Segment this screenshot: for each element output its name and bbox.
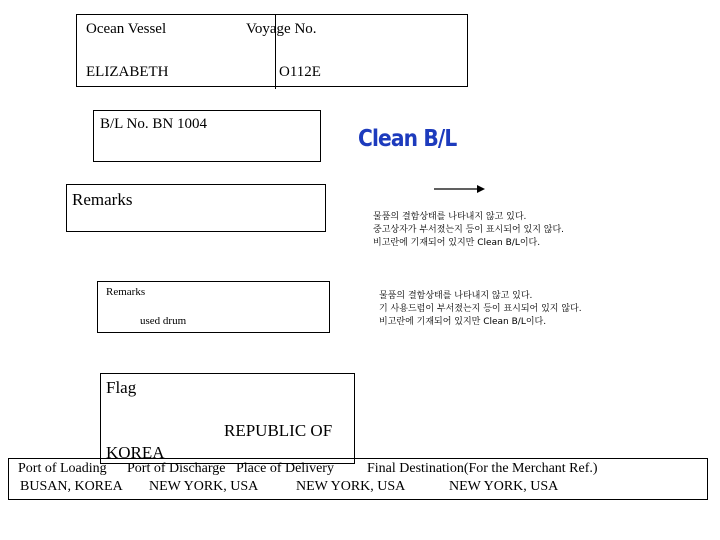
port-of-discharge-value: NEW YORK, USA [149,479,259,494]
note-2-line: 물품의 결함상태를 나타내지 않고 있다. [379,291,533,301]
remarks-label: Remarks [72,190,133,209]
note-1-line: 중고상자가 부서졌는지 등이 표시되어 있지 않다. [373,225,565,235]
voyage-no-label: Voyage No. [246,21,317,37]
note-1-line: 물품의 결함상태를 나타내지 않고 있다. [373,212,527,222]
bl-number-text: B/L No. BN 1004 [100,116,207,132]
note-1 [373,211,564,250]
note-1-line: 비고란에 기재되어 있지만 Clean B/L이다. [373,238,541,248]
note-2-line: 비고란에 기재되어 있지만 Clean B/L이다. [379,317,547,327]
arrow-right-icon [434,182,486,196]
flag-value-line2: KOREA [106,443,165,462]
flag-label: Flag [106,378,137,397]
voyage-no-value: O112E [279,64,321,80]
note-2-line: 기 사용드럼이 부서졌는지 등이 표시되어 있지 않다. [379,304,582,314]
port-of-discharge-label: Port of Discharge [127,461,226,476]
port-of-loading-label: Port of Loading [18,461,107,476]
remarks-label-2: Remarks [106,286,146,298]
ocean-vessel-label: Ocean Vessel [86,21,167,37]
place-of-delivery-value: NEW YORK, USA [296,479,406,494]
clean-bl-title: Clean B/L [358,126,457,152]
port-of-loading-value: BUSAN, KOREA [20,479,123,494]
final-destination-value: NEW YORK, USA [449,479,559,494]
ocean-vessel-value: ELIZABETH [86,64,169,80]
flag-value-line1: REPUBLIC OF [224,421,333,440]
final-destination-label: Final Destination(For the Merchant Ref.) [367,461,598,476]
remarks-value: used drum [140,315,187,327]
note-2 [379,290,582,329]
place-of-delivery-label: Place of Delivery [236,461,334,476]
